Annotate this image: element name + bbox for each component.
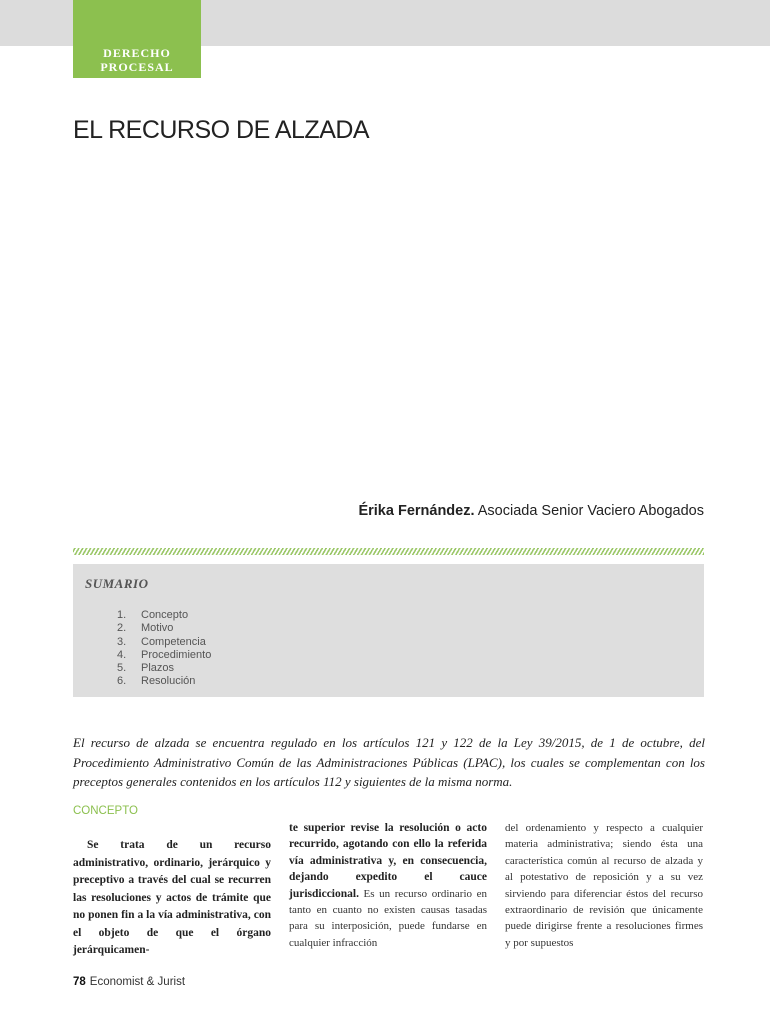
summary-item: 1. Concepto <box>117 609 189 621</box>
body-text-col2-rest: Es un recurso ordinario en tanto en cuanto no existen causas tasadas para su interposición, puede fundarse en cualquier infracción <box>289 887 487 949</box>
body-column-3 <box>505 820 703 951</box>
summary-item: 4. Procedimiento <box>117 648 212 661</box>
body-text-col2-bold: te superior revise la resolución o acto recurrido, agotando con ello la referida vía administrativa y, en consecuencia, dejando expedito el cauce jurisdiccional. <box>289 822 487 900</box>
publication-name: Economist & Jurist <box>89 976 186 988</box>
author-role: Asociada Senior Vaciero Abogados <box>474 503 704 519</box>
body-text-col1: Se trata de un recurso administrativo, ordinario, jerárquico y preceptivo a través del cual se recurren las resoluciones y actos de trámite que no ponen fin a la vía administrativa, con el objeto de que el órgano jerárquicamen- <box>73 839 271 956</box>
summary-item: 2. Motivo <box>117 622 174 635</box>
summary-box <box>73 564 704 697</box>
hatched-divider <box>73 548 704 555</box>
section-label-line2: PROCESAL <box>100 60 174 74</box>
byline <box>358 503 704 519</box>
article-title: EL RECURSO DE ALZADA <box>73 116 370 144</box>
summary-title: SUMARIO <box>85 576 149 591</box>
body-text-col2 <box>289 820 487 951</box>
body-column-2 <box>289 820 487 951</box>
summary-item: 6. Resolución <box>117 675 196 688</box>
body-text-col3: del ordenamiento y respecto a cualquier materia administrativa; siendo ésta una característica común al recurso de alzada y al potestativo de reposición y a su vez sirviendo para diferenciar éstos del recurso extraordinario de revisión que únicamente puede dirigirse frente a resoluciones firmes y por supuestos <box>505 822 703 949</box>
summary-list <box>117 609 211 689</box>
summary-item: 3. Competencia <box>117 635 206 648</box>
page-footer <box>73 976 185 988</box>
page-number: 78 <box>73 976 86 988</box>
body-column-1 <box>73 803 271 960</box>
section-label-line1: DERECHO <box>103 46 171 60</box>
summary-item: 5. Plazos <box>117 662 175 675</box>
intro-paragraph: El recurso de alzada se encuentra regulado en los artículos 121 y 122 de la Ley 39/2015, de 1 de octubre, del Procedimiento Administrativo Común de las Administraciones Públicas (LPAC), los cuales se complementan con los preceptos generales contenidos en los artículos 112 y siguientes de la misma norma. <box>73 735 705 789</box>
section-tab <box>73 0 201 78</box>
author-name: Érika Fernández. <box>358 503 475 519</box>
section-heading: CONCEPTO <box>73 805 138 817</box>
